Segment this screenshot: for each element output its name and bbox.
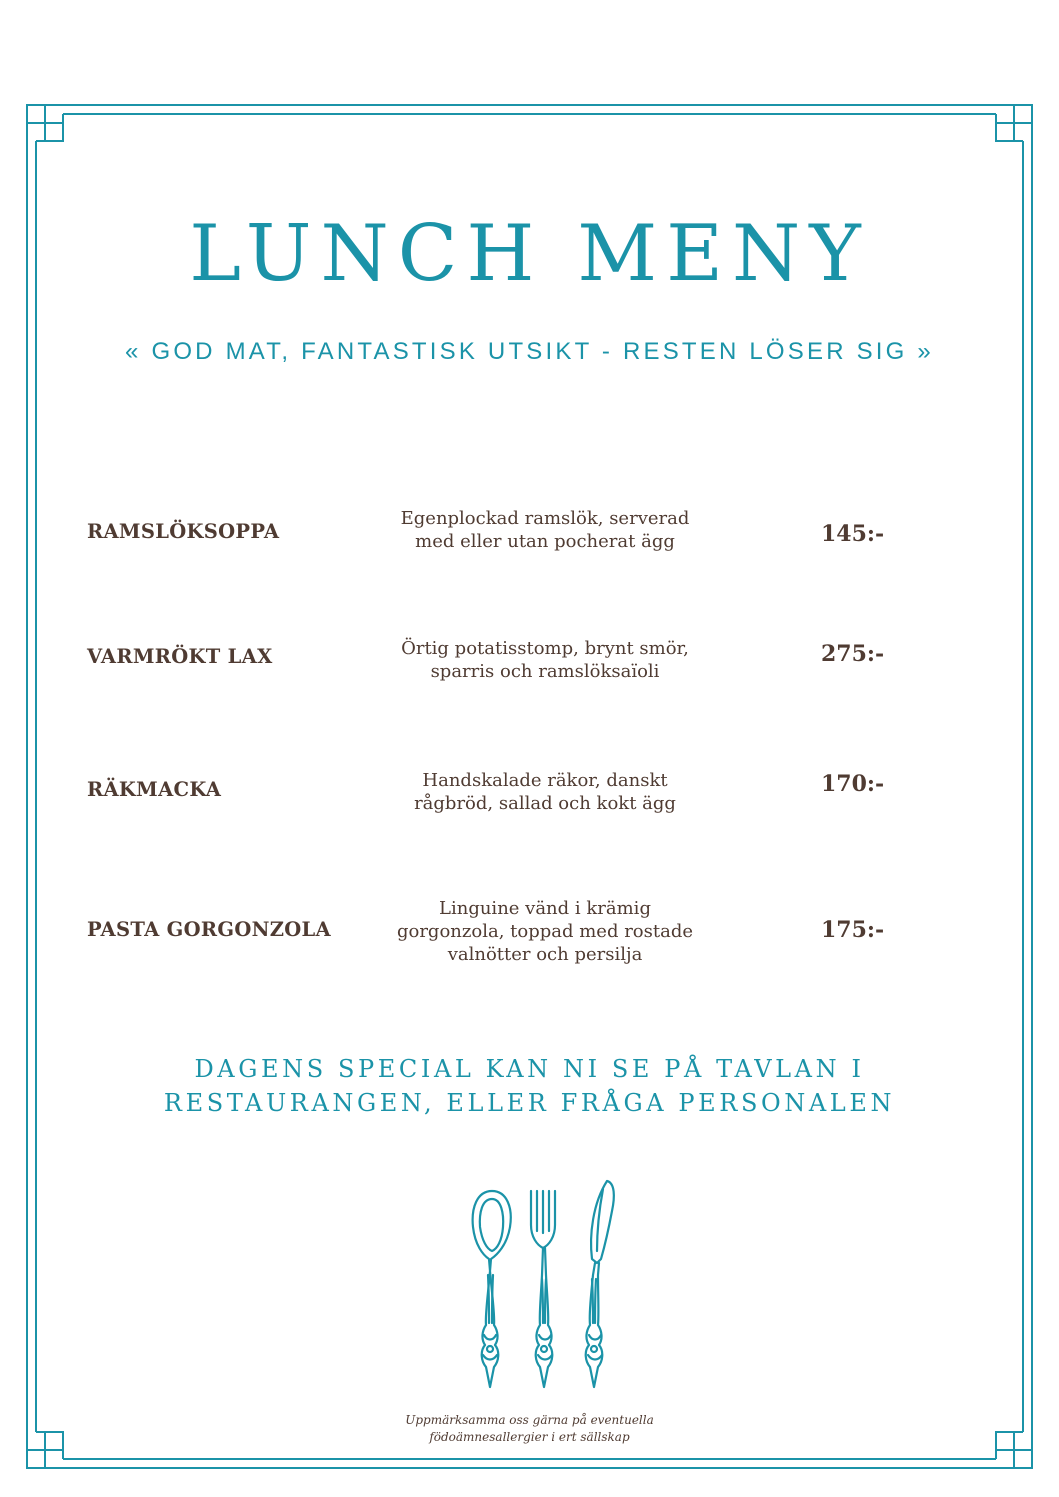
menu-item-description-line: valnötter och persilja [447,944,643,965]
menu-item-description [380,897,710,966]
spoon-icon [473,1191,511,1387]
menu-item-name: RAMSLÖKSOPPA [87,520,280,543]
menu-item-name: VARMRÖKT LAX [87,645,273,668]
daily-special-line: RESTAURANGEN, ELLER FRÅGA PERSONALEN [163,1089,896,1117]
knife-icon [586,1181,614,1387]
menu-item-description [380,507,710,553]
daily-special-notice [0,1052,1059,1120]
menu-item-name: RÄKMACKA [87,778,222,801]
daily-special-line: DAGENS SPECIAL KAN NI SE PÅ TAVLAN I [194,1055,865,1083]
allergy-note [0,1412,1059,1446]
allergy-note-line: födoämnesallergier i ert sällskap [429,1430,630,1444]
menu-item-price: 145:- [821,521,885,547]
menu-item-description-line: rågbröd, sallad och kokt ägg [414,793,676,814]
menu-item-description-line: Egenplockad ramslök, serverad [400,508,690,529]
menu-item-description-line: med eller utan pocherat ägg [415,531,675,552]
menu-item-description-line: Handskalade räkor, danskt [422,770,668,791]
page-title: LUNCH MENY [189,209,870,299]
allergy-note-line: Uppmärksamma oss gärna på eventuella [405,1413,654,1427]
menu-item-name: PASTA GORGONZOLA [87,918,331,941]
tagline: « GOD MAT, FANTASTISK UTSIKT - RESTEN LÖSER SIG » [125,338,934,365]
menu-item-description [380,769,710,815]
menu-item-price: 175:- [821,917,885,943]
menu-item-description-line: Örtig potatisstomp, brynt smör, [401,638,689,659]
fork-icon [531,1191,555,1387]
menu-item-description-line: gorgonzola, toppad med rostade [396,921,694,942]
menu-item-price: 275:- [821,641,885,667]
menu-item-description [380,637,710,683]
cutlery-illustration [455,1175,625,1395]
menu-item-description-line: sparris och ramslöksaïoli [430,661,660,682]
menu-item-description-line: Linguine vänd i krämig [439,898,651,919]
menu-item-price: 170:- [821,771,885,797]
